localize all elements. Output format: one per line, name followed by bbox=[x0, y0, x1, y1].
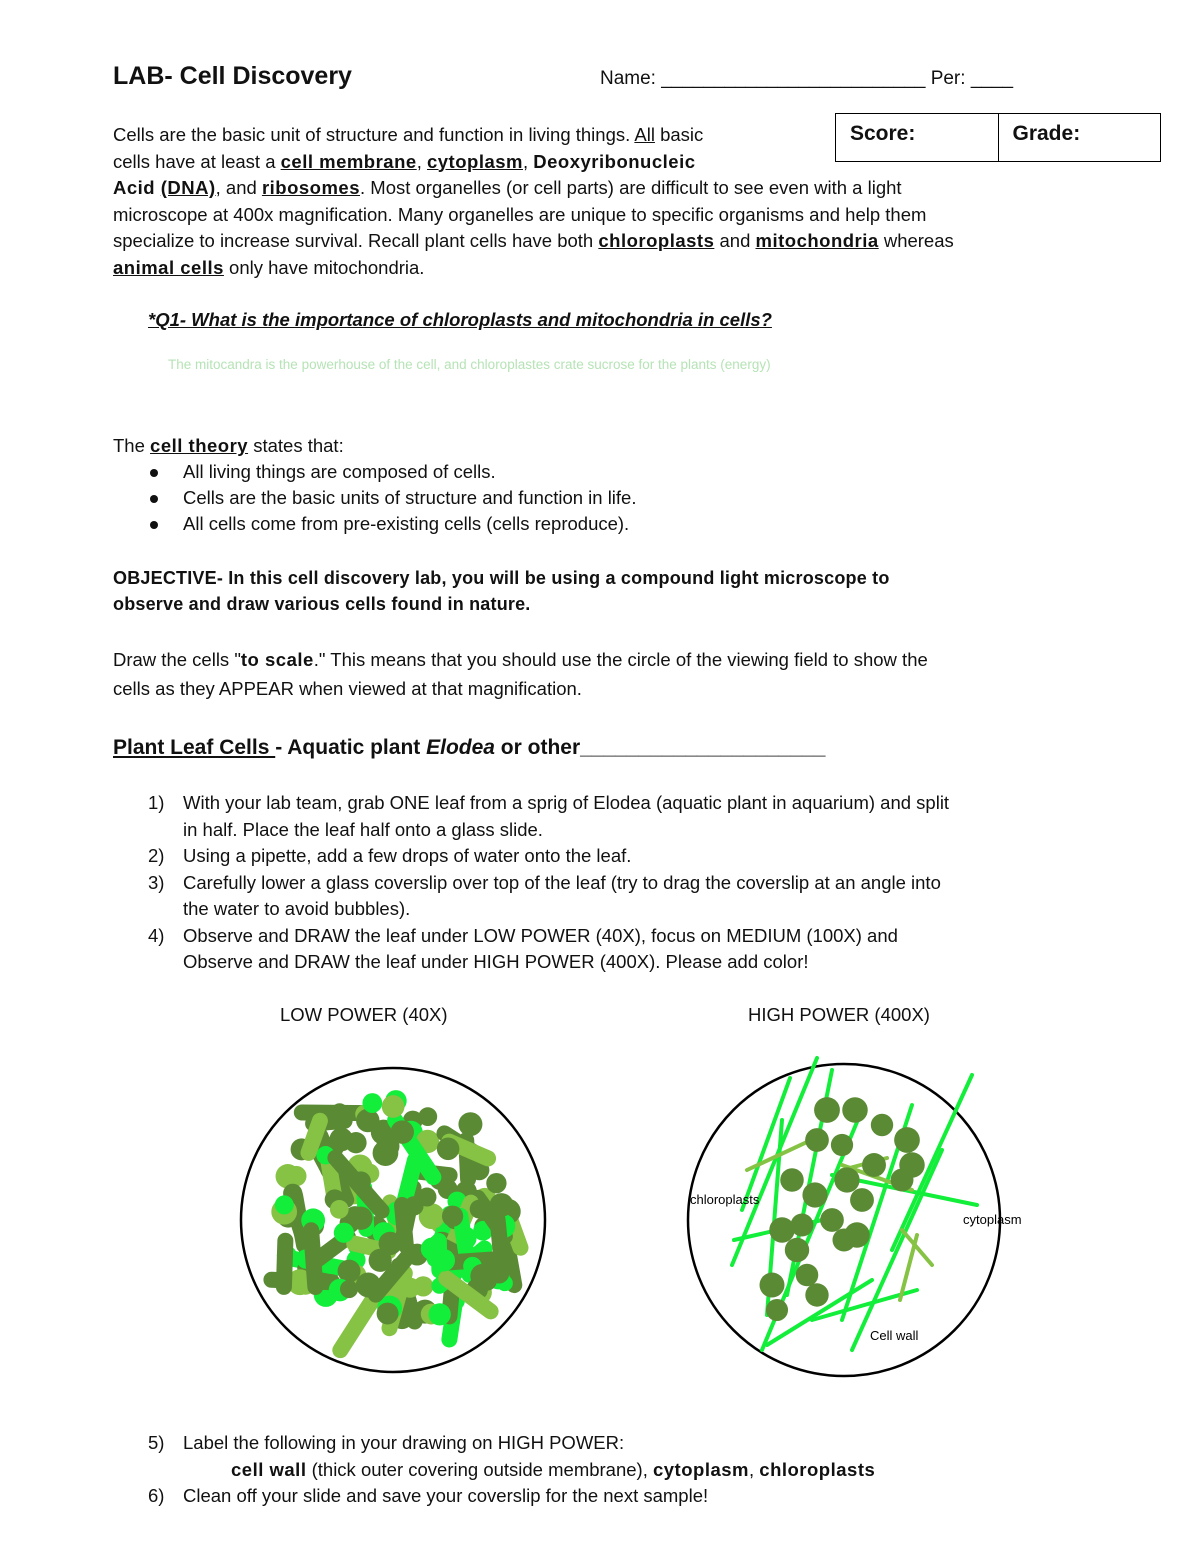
chloroplast-dot bbox=[814, 1097, 840, 1123]
chloroplast-dot bbox=[891, 1169, 914, 1192]
chloroplast-dot bbox=[805, 1128, 829, 1152]
chloroplast-dot bbox=[831, 1134, 853, 1156]
final-steps: 5) Label the following in your drawing on HIGH POWER: cell wall (thick outer covering outside membrane), cytoplasm, chloroplasts 6) Clean off your slide and save your coverslip for the next sample! bbox=[148, 1432, 876, 1506]
chloroplast-dot bbox=[871, 1114, 893, 1136]
chloroplast-dot bbox=[418, 1107, 437, 1126]
grade-label: Grade: bbox=[998, 114, 1161, 161]
chloroplast-dot bbox=[275, 1195, 294, 1214]
term-dna: (DNA) bbox=[160, 177, 216, 198]
step-3: 3) Carefully lower a glass coverslip over top of the leaf (try to drag the coverslip at an angle into the water to avoid bubbles). bbox=[148, 871, 941, 919]
chloroplast-dot bbox=[796, 1264, 819, 1287]
chloroplast-dot bbox=[820, 1208, 844, 1232]
step-2: 2) Using a pipette, add a few drops of water onto the leaf. bbox=[148, 845, 632, 866]
chloroplast-dot bbox=[850, 1188, 874, 1212]
low-power-caption: LOW POWER (40X) bbox=[280, 1004, 448, 1025]
chloroplast-dot bbox=[862, 1153, 886, 1177]
chloroplast-dot bbox=[373, 1140, 399, 1166]
score-label: Score: bbox=[850, 122, 916, 145]
chloroplast-dot bbox=[805, 1283, 828, 1306]
high-power-caption: HIGH POWER (400X) bbox=[748, 1004, 930, 1025]
chloroplast-dot bbox=[340, 1280, 358, 1298]
chloroplast-cluster bbox=[311, 1230, 315, 1287]
chloroplast-dot bbox=[330, 1200, 349, 1219]
section-title: Plant Leaf Cells - Aquatic plant Elodea or other_____________________ bbox=[113, 736, 826, 759]
chloroplast-cluster bbox=[284, 1241, 285, 1287]
term-cytoplasm: cytoplasm bbox=[426, 150, 523, 172]
label-cytoplasm: cytoplasm bbox=[963, 1212, 1022, 1227]
chloroplast-dot bbox=[766, 1299, 788, 1321]
chloroplast-cluster bbox=[498, 1220, 503, 1267]
chloroplast-dot bbox=[785, 1238, 809, 1262]
chloroplast-dot bbox=[842, 1097, 868, 1123]
term-chloroplasts: chloroplasts bbox=[598, 230, 715, 251]
name-period-line: Name: _________________________ Per: ____ bbox=[600, 68, 1014, 89]
chloroplast-dot bbox=[477, 1271, 497, 1291]
answer-q1[interactable]: The mitocandra is the powerhouse of the cell, and chloroplastes crate sucrose for the plants (energy) bbox=[168, 357, 771, 372]
chloroplast-dot bbox=[356, 1109, 379, 1132]
chloroplast-dot bbox=[330, 1103, 348, 1121]
chloroplast-dot bbox=[349, 1207, 372, 1230]
theory-bullet: All living things are composed of cells. bbox=[113, 459, 637, 485]
chloroplast-dot bbox=[377, 1303, 399, 1325]
step-4: 4) Observe and DRAW the leaf under LOW POWER (40X), focus on MEDIUM (100X) and Observe and DRAW the leaf under HIGH POWER (400X). Please add color! bbox=[148, 924, 898, 972]
theory-bullet: All cells come from pre-existing cells (cells reproduce). bbox=[113, 511, 637, 537]
chloroplast-dot bbox=[421, 1238, 444, 1261]
step-1: 1) With your lab team, grab ONE leaf from a sprig of Elodea (aquatic plant in aquarium) and split in half. Place the leaf half onto a glass slide. bbox=[148, 792, 950, 840]
chloroplast-dot bbox=[458, 1112, 482, 1136]
draw-instructions: Draw the cells "to scale." This means that you should use the circle of the viewing field to show the cells as they APPEAR when viewed at that magnification. bbox=[113, 649, 928, 699]
term-animal-cells: animal cells bbox=[113, 256, 224, 278]
chloroplast-dot bbox=[834, 1167, 859, 1192]
chloroplast-dot bbox=[362, 1093, 382, 1113]
chloroplast-dot bbox=[470, 1200, 489, 1219]
chloroplast-dot bbox=[759, 1272, 784, 1297]
theory-bullet: Cells are the basic units of structure and function in life. bbox=[113, 485, 637, 511]
chloroplast-dot bbox=[780, 1168, 804, 1192]
term-cell-membrane: cell membrane bbox=[280, 150, 417, 172]
page-title: LAB- Cell Discovery bbox=[113, 62, 352, 90]
chloroplast-dot bbox=[429, 1303, 451, 1325]
term-mitochondria: mitochondria bbox=[755, 230, 879, 251]
chloroplast-dot bbox=[486, 1173, 506, 1193]
label-cell-wall: Cell wall bbox=[870, 1328, 919, 1343]
chloroplast-dot bbox=[329, 1128, 353, 1152]
chloroplast-dot bbox=[391, 1120, 414, 1143]
question-q1: *Q1- What is the importance of chloroplasts and mitochondria in cells? bbox=[148, 309, 772, 330]
chloroplast-dot bbox=[442, 1206, 463, 1227]
procedure-steps bbox=[113, 790, 1093, 976]
term-ribosomes: ribosomes bbox=[261, 177, 360, 198]
chloroplast-cluster bbox=[340, 1300, 372, 1350]
intro-paragraph: Cells are the basic unit of structure and function in living things. All basic cells have at least a cell membrane, cytoplasm, Deoxyribonucleic Acid (DNA), and ribosomes. Most organelles (or cell parts) are difficult to see even with a light microscope at 400x magnification. Many organelles are unique to specific organisms and help them specialize to increase survival. Recall plant cells have both chloroplasts and mitochondria whereas animal cells only have mitochondria. bbox=[113, 124, 954, 278]
chloroplast-cluster bbox=[402, 1205, 406, 1246]
chloroplast-cluster bbox=[309, 1121, 320, 1153]
chloroplast-dot bbox=[334, 1223, 354, 1243]
chloroplast-dot bbox=[382, 1095, 405, 1118]
chloroplast-dot bbox=[437, 1138, 460, 1161]
high-power-drawing bbox=[672, 1050, 1022, 1390]
cell-theory: The cell theory states that: All living things are composed of cells. Cells are the basic units of structure and function in life. All cells come from pre-existing cells (cells reproduce). bbox=[113, 433, 637, 537]
objective: OBJECTIVE- In this cell discovery lab, you will be using a compound light microscope to observe and draw various cells found in nature. bbox=[113, 568, 890, 614]
chloroplast-dot bbox=[894, 1127, 920, 1153]
chloroplast-dot bbox=[369, 1249, 392, 1272]
chloroplast-dot bbox=[832, 1228, 855, 1251]
label-chloroplasts: chloroplasts bbox=[690, 1192, 760, 1207]
chloroplast-dot bbox=[769, 1217, 794, 1242]
low-power-drawing bbox=[230, 1050, 560, 1390]
chloroplast-dot bbox=[802, 1182, 827, 1207]
